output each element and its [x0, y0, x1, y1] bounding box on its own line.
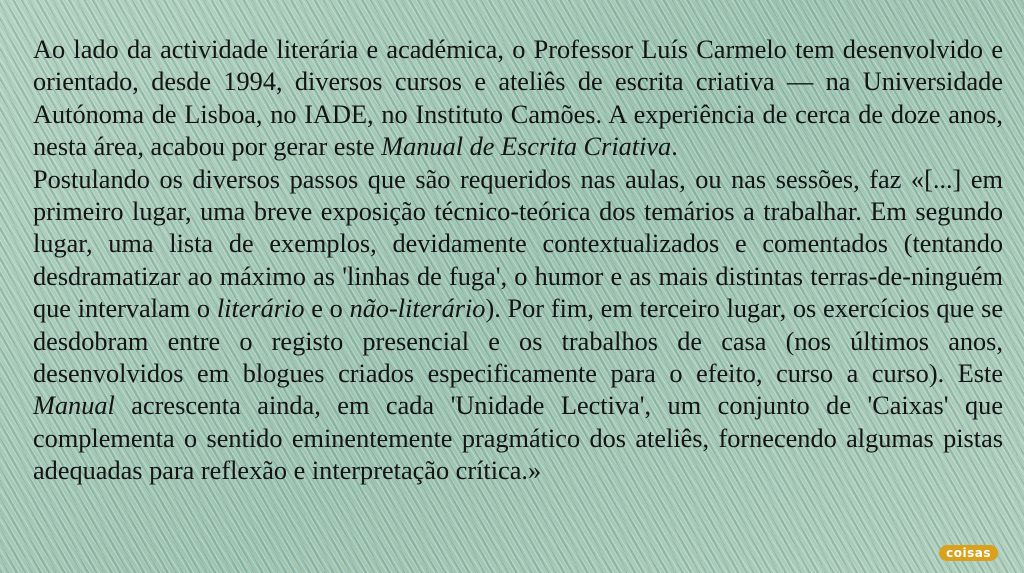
- book-description: [33, 34, 1003, 488]
- paragraph-intro: [33, 34, 1003, 164]
- nao-literario-italic: não-literário: [349, 294, 486, 324]
- paragraph-quote: [33, 164, 1003, 488]
- paragraph-quote-text-1: Postulando os diversos passos que são requeridos nas aulas, ou nas sessões, faz «[...] em primeiro lugar, uma breve exposição técnico-teórica dos temários a trabalhar. Em segundo lugar, uma lista de exemplos, devidamente contextualizados e comentados (tentando desdramatizar ao máximo as 'linhas de fuga', o humor e as mais distintas terras-de-ninguém que intervalam o: [33, 164, 1003, 324]
- paragraph-intro-text: Ao lado da actividade literária e académica, o Professor Luís Carmelo tem desenvolvido e orientado, desde 1994, diversos cursos e ateliês de escrita criativa — na Universidade Autónoma de Lisboa, no IADE, no Instituto Camões. A experiência de cerca de doze anos, nesta área, acabou por gerar este: [33, 35, 1003, 162]
- paragraph-quote-text-4: acrescenta ainda, em cada 'Unidade Lectiva', um conjunto de 'Caixas' que complementa o sentido eminentemente pragmático dos ateliês, fornecendo algumas pistas adequadas para reflexão e interpretação crítica.»: [33, 391, 1003, 486]
- paragraph-quote-text-3: ). Por fim, em terceiro lugar, os exercícios que se desdobram entre o registo presencial e os trabalhos de casa (nos últimos anos, desenvolvidos em blogues criados especificamente para o efeito, curso a curso). Este: [33, 294, 1003, 389]
- paragraph-intro-end: .: [671, 132, 678, 162]
- book-title-italic: Manual de Escrita Criativa: [381, 132, 672, 162]
- literario-italic: literário: [216, 294, 305, 324]
- manual-italic: Manual: [33, 391, 115, 421]
- coisas-watermark: coisas: [939, 545, 998, 561]
- paragraph-quote-text-2: e o: [304, 294, 350, 324]
